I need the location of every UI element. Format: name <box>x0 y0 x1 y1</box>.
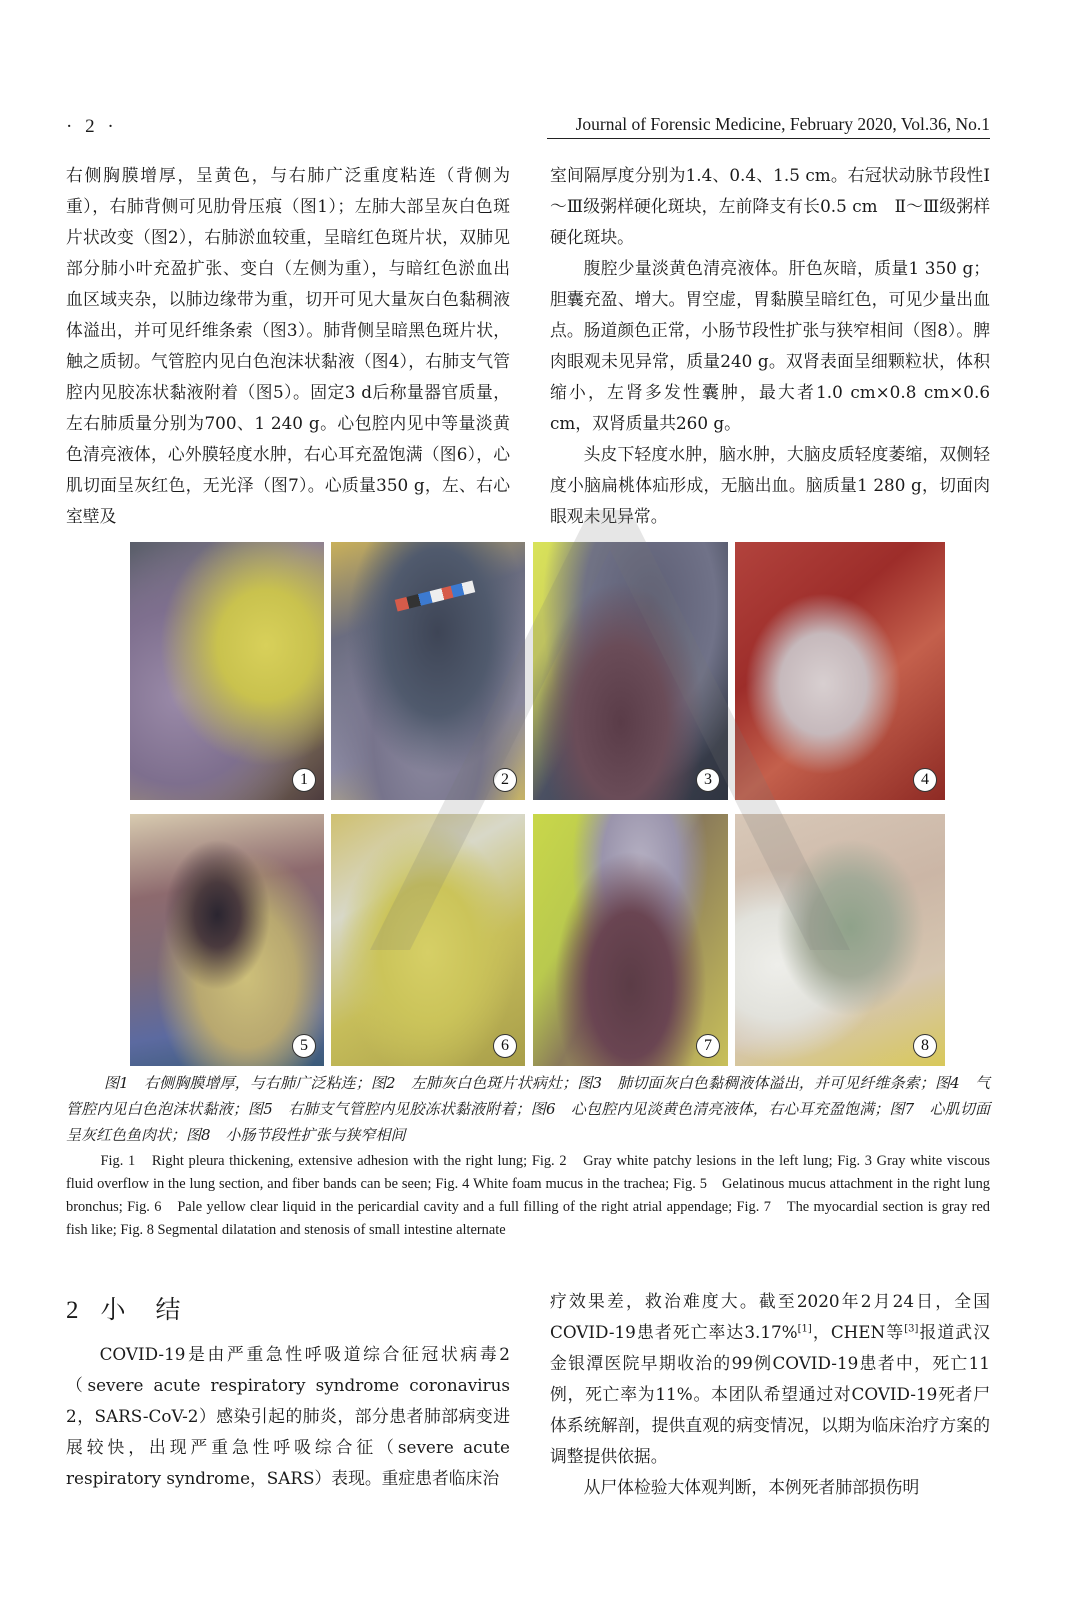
figure-label-badge: 4 <box>913 768 937 792</box>
running-header-journal: Journal of Forensic Medicine, February 2020, Vol.36, No.1 <box>575 114 990 134</box>
page-number: · 2 · <box>66 116 118 137</box>
figure-photo-6 <box>331 814 525 1066</box>
figure-label-badge: 2 <box>493 768 517 792</box>
section-title-part: 小 <box>100 1295 128 1324</box>
figure-label-badge: 6 <box>493 1034 517 1058</box>
figure-caption-chinese <box>66 1070 990 1148</box>
caption-text: 图1 右侧胸膜增厚，与右肺广泛粘连；图2 左肺灰白色斑片状病灶；图3 肺切面灰白色黏稠液体溢出，并可见纤维条索；图4 气管腔内见白色泡沫状黏液；图5 右肺支气管腔内见胶冻状黏液附着；图6 心包腔内见淡黄色清亮液体，右心耳充盈饱满；图7 心肌切面呈灰红色鱼肉状；图8 小肠节段性扩张与狭窄相间 <box>66 1074 990 1144</box>
header-rule <box>547 138 990 139</box>
text-run: 疗效果差，救治难度大。截至2020年2月24日，全国COVID-19患者死亡率达3.17% <box>550 1291 990 1342</box>
figure-label-badge: 7 <box>696 1034 720 1058</box>
figure-photo-7 <box>533 814 728 1066</box>
text-run: 报道武汉金银潭医院早期收治的99例COVID-19患者中，死亡11例，死亡率为11%。本团队希望通过对COVID-19死者尸体系统解剖，提供直观的病变情况，以期为临床治疗方案的调整提供依据。 <box>550 1322 990 1466</box>
section-heading <box>66 1290 183 1326</box>
paragraph: 室间隔厚度分别为1.4、0.4、1.5 cm。右冠状动脉节段性Ⅰ～Ⅲ级粥样硬化斑块，左前降支有长0.5 cm Ⅱ～Ⅲ级粥样硬化斑块。 <box>550 165 990 247</box>
citation-ref[interactable]: [1] <box>797 1323 812 1335</box>
body-left-column-bottom <box>66 1339 510 1494</box>
section-number: 2 <box>66 1297 81 1324</box>
figure-photo-1 <box>130 542 324 800</box>
paragraph: COVID-19是由严重急性呼吸道综合征冠状病毒2（severe acute respiratory syndrome coronavirus 2，SARS-CoV-2）感染引起的肺炎，部分患者肺部病变进展较快，出现严重急性呼吸综合征（severe acute respiratory syndrome，SARS）表现。重症患者临床治 <box>66 1344 510 1488</box>
caption-text: Fig. 1 Right pleura thickening, extensive adhesion with the right lung; Fig. 2 Gray white patchy lesions in the left lung; Fig. 3 Gray white viscous fluid overflow in the lung section, and fiber bands can be seen; Fig. 4 White foam mucus in the trachea; Fig. 5 Gelatinous mucus attachment in the right lung bronchus; Fig. 6 Pale yellow clear liquid in the pericardial cavity and a full filling of the right atrial appendage; Fig. 7 The myocardial section is gray red fish like; Fig. 8 Segmental dilatation and stenosis of small intestine alternate <box>66 1153 990 1238</box>
section-title-part: 结 <box>155 1295 183 1324</box>
body-right-column-top <box>550 160 990 532</box>
body-left-column-top <box>66 160 510 532</box>
figure-photo-3 <box>533 542 728 800</box>
text-run: ，CHEN等 <box>811 1322 905 1342</box>
figure-label-badge: 1 <box>292 768 316 792</box>
figure-label-badge: 5 <box>292 1034 316 1058</box>
scale-ruler-icon <box>395 581 476 612</box>
figure-photo-4 <box>735 542 945 800</box>
paragraph: 腹腔少量淡黄色清亮液体。肝色灰暗，质量1 350 g；胆囊充盈、增大。胃空虚，胃黏膜呈暗红色，可见少量出血点。肠道颜色正常，小肠节段性扩张与狭窄相间（图8）。脾肉眼观未见异常，质量240 g。双肾表面呈细颗粒状，体积缩小，左肾多发性囊肿，最大者1.0 cm×0.8 cm×0.6 cm，双肾质量共260 g。 <box>550 258 990 433</box>
paragraph: 右侧胸膜增厚，呈黄色，与右肺广泛重度粘连（背侧为重），右肺背侧可见肋骨压痕（图1）；左肺大部呈灰白色斑片状改变（图2），右肺淤血较重，呈暗红色斑片状，双肺见部分肺小叶充盈扩张、变白（左侧为重），与暗红色淤血出血区域夹杂，以肺边缘带为重，切开可见大量灰白色黏稠液体溢出，并可见纤维条索（图3）。肺背侧呈暗黑色斑片状，触之质韧。气管腔内见白色泡沫状黏液（图4），右肺支气管腔内见胶冻状黏液附着（图5）。固定3 d后称量器官质量，左右肺质量分别为700、1 240 g。心包腔内见中等量淡黄色清亮液体，心外膜轻度水肿，右心耳充盈饱满（图6），心肌切面呈灰红色，无光泽（图7）。心质量350 g，左、右心室壁及 <box>66 165 510 526</box>
autopsy-figure-grid <box>130 542 945 1066</box>
paragraph: 从尸体检验大体观判断，本例死者肺部损伤明 <box>583 1477 920 1497</box>
paragraph: 头皮下轻度水肿，脑水肿，大脑皮质轻度萎缩，双侧轻度小脑扁桃体疝形成，无脑出血。脑质量1 280 g，切面肉眼观未见异常。 <box>550 444 990 526</box>
figure-label-badge: 3 <box>696 768 720 792</box>
paragraph <box>550 1286 990 1472</box>
figure-photo-2 <box>331 542 525 800</box>
citation-ref[interactable]: [3] <box>904 1323 919 1335</box>
figure-photo-5 <box>130 814 324 1066</box>
figure-caption-english <box>66 1150 990 1242</box>
figure-photo-8 <box>735 814 945 1066</box>
body-right-column-bottom <box>550 1286 990 1503</box>
figure-label-badge: 8 <box>913 1034 937 1058</box>
